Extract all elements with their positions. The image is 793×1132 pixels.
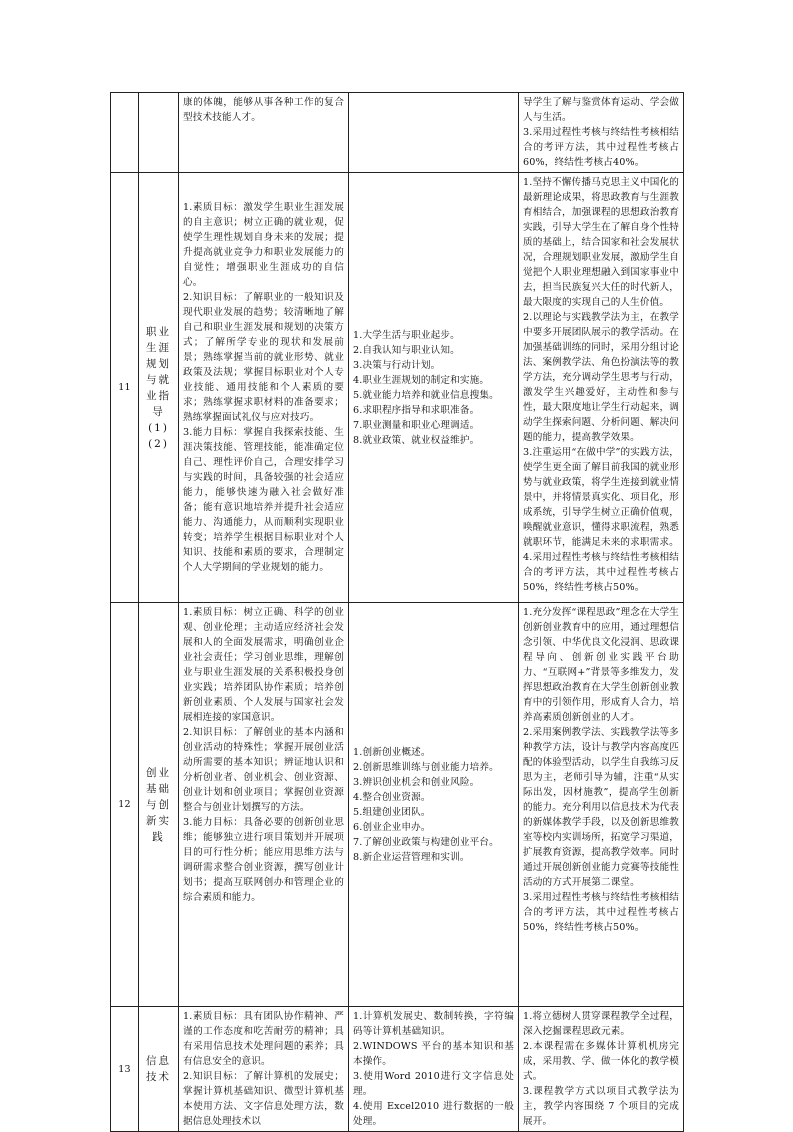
content-item: 2.WINDOWS 平台的基本知识和基本操作。 (353, 1041, 514, 1067)
row-number: 13 (111, 1007, 139, 1132)
table-row (111, 173, 684, 603)
requirement-item: 2.本课程需在多媒体计算机机房完成，采用教、学、做一体化的教学模式。 (523, 1041, 679, 1082)
content-item: 3.决策与行动计划。 (353, 359, 441, 371)
goal-item: 1.素质目标：具有团队协作精神、严谨的工作态度和吃苦耐劳的精神；具有采用信息技术处理问题的素养；具有信息安全的意识。 (183, 1011, 344, 1067)
content-item: 8.新企业运营管理和实训。 (353, 851, 470, 863)
content-item: 2.自我认知与职业认知。 (353, 344, 460, 356)
content-item: 7.职业测量和职业心理调适。 (353, 419, 480, 431)
row-number (111, 93, 139, 173)
requirement-item: 3.采用过程性考核与终结性考核相结合的考评方法，其中过程性考核占60%，终结性考核占40%。 (523, 127, 679, 168)
requirement-item: 3.课程教学方式以项目式教学法为主，教学内容围绕 7 个项目的完成展开。 (523, 1086, 679, 1127)
goal-item: 康的体魄，能够从事各种工作的复合型技术技能人才。 (183, 97, 344, 123)
content-item: 6.求职程序指导和求职准备。 (353, 404, 480, 416)
content-item: 3.使用Word 2010进行文字信息处理。 (353, 1071, 514, 1097)
content-item: 4.整合创业资源。 (353, 791, 431, 803)
course-name: 创业基础与创新实践 (139, 603, 179, 1007)
course-name (139, 93, 179, 173)
content-item: 6.创业企业申办。 (353, 821, 431, 833)
content-cell (349, 603, 519, 1007)
goal-item: 3.能力目标：掌握自我探索技能、生涯决策技能、管理技能，能准确定位自己、理性评价自己，合理安排学习与实践的时间，具备较强的社会适应能力，能够快速为融入社会做好准备；能有意识地培养并提升社会适应能力、沟通能力，从而顺利实现职业转变；培养学生根据目标职业对个人知识、技能和素质的要求，合理制定个人大学期间的学业规划的能力。 (183, 427, 344, 573)
requirement-item: 导学生了解与鉴赏体育运动、学会做人与生活。 (523, 97, 679, 123)
table-row (111, 603, 684, 1007)
content-item: 2.创新思维训练与创业能力培养。 (353, 761, 499, 773)
curriculum-table (110, 92, 684, 1132)
content-cell (349, 173, 519, 603)
content-item: 1.大学生活与职业起步。 (353, 329, 460, 341)
row-number: 12 (111, 603, 139, 1007)
requirement-item: 1.充分发挥“课程思政”理念在大学生创新创业教育中的应用，通过理想信念引领、中华优良文化浸润、思政课程导向、创新创业实践平台助力、“互联网+”背景等多维发力，发挥思想政治教育在大学生创新创业教育中的引领作用，形成育人合力，培养高素质创新创业的人才。 (523, 607, 679, 723)
requirement-item: 3.采用过程性考核与终结性考核相结合的考评方法，其中过程性考核占50%，终结性考核占50%。 (523, 892, 679, 933)
content-item: 5.组建创业团队。 (353, 806, 431, 818)
goal-item: 1.素质目标：树立正确、科学的创业观、创业伦理；主动适应经济社会发展和人的全面发展需求，明确创业企业社会责任；学习创业思维，理解创业与职业生涯发展的关系积极投身创业实践；培养团队协作素质；培养创新创业素质、个人发展与国家社会发展相连接的家国意识。 (183, 607, 344, 723)
requirement-item: 3.注重运用“在做中学”的实践方法，使学生更全面了解目前我国的就业形势与就业政策，将学生连接到就业情景中，并将情景真实化、项目化，形成系统，引导学生树立正确价值观，唤醒就业意识，懂得求职流程，熟悉就职环节，能满足未来的求职需求。 (523, 447, 679, 548)
goals-cell (179, 603, 349, 1007)
table-row (111, 1007, 684, 1132)
goal-item: 2.知识目标：了解计算机的发展史；掌握计算机基础知识、微型计算机基本使用方法、文字信息处理方法，数据信息处理技术以 (183, 1071, 344, 1127)
row-number: 11 (111, 173, 139, 603)
goals-cell (179, 173, 349, 603)
content-item: 7.了解创业政策与构建创业平台。 (353, 836, 499, 848)
requirement-item: 1.坚持不懈传播马克思主义中国化的最新理论成果，将思政教育与生涯教育相结合，加强课程的思想政治教育实践，引导大学生在了解自身个性特质的基础上，结合国家和社会发展状况，合理规划职业发展，激励学生自觉把个人职业理想融入到国家事业中去，担当民族复兴大任的时代新人，最大限度的实现自己的人生价值。 (523, 177, 679, 308)
goal-item: 2.知识目标：了解创业的基本内涵和创业活动的特殊性；掌握开展创业活动所需要的基本知识；辨证地认识和分析创业者、创业机会、创业资源、创业计划和创业项目；掌握创业资源整合与创业计划撰写的方法。 (183, 727, 344, 813)
content-item: 3.辨识创业机会和创业风险。 (353, 776, 480, 788)
content-cell (349, 93, 519, 173)
table-row (111, 93, 684, 173)
content-item: 1.创新创业概述。 (353, 746, 431, 758)
requirements-cell (519, 93, 684, 173)
content-item: 8.就业政策、就业权益维护。 (353, 434, 480, 446)
content-item: 4.职业生涯规划的制定和实施。 (353, 374, 490, 386)
content-item: 5.就业能力培养和就业信息搜集。 (353, 389, 499, 401)
requirement-item: 4.采用过程性考核与终结性考核相结合的考评方法，其中过程性考核占50%，终结性考核占50%。 (523, 552, 679, 593)
requirements-cell (519, 1007, 684, 1132)
course-name: 信息技术 (139, 1007, 179, 1132)
requirements-cell (519, 603, 684, 1007)
goal-item: 3.能力目标：具备必要的创新创业思维；能够独立进行项目策划并开展项目的可行性分析；能应用思维方法与调研需求整合创业资源，撰写创业计划书；提高互联网创办和管理企业的综合素质和能力。 (183, 817, 344, 903)
content-cell (349, 1007, 519, 1132)
goal-item: 1.素质目标：激发学生职业生涯发展的自主意识；树立正确的就业观，促使学生理性规划自身未来的发展；提升提高就业竞争力和职业发展能力的自觉性；增强职业生涯成功的自信心。 (183, 202, 344, 288)
requirement-item: 2.采用案例教学法、实践教学法等多种教学方法，设计与教学内容高度匹配的体验型活动，以学生自我练习反思为主，老师引导为辅，注重“从实际出发，因材施教”，提高学生创新的能力。充分利用以信息技术为代表的新媒体教学手段，以及创新思维教室等校内实训场所，拓宽学习渠道，扩展教育资源，提高教学效率。同时通过开展创新创业能力竞赛等技能性活动的方式开展第二课堂。 (523, 727, 679, 888)
content-item: 4.使用 Excel2010 进行数据的一般处理。 (353, 1101, 514, 1127)
content-item: 1.计算机发展史、数制转换，字符编码等计算机基础知识。 (353, 1011, 514, 1037)
goals-cell (179, 1007, 349, 1132)
requirements-cell (519, 173, 684, 603)
goal-item: 2.知识目标：了解职业的一般知识及现代职业发展的趋势；较清晰地了解自己和职业生涯发展和规划的决策方式；了解所学专业的现状和发展前景；熟练掌握当前的就业形势、就业政策及法规；掌握目标职业对个人专业技能、通用技能和个人素质的要求；熟练掌握求职材料的准备要求；熟练掌握面试礼仪与应对技巧。 (183, 292, 344, 423)
requirement-item: 2.以理论与实践教学法为主，在教学中要多开展团队展示的教学活动。在加强基础训练的同时，采用分组讨论法、案例教学法、角色扮演法等的教学方法，充分调动学生思考与行动，激发学生兴趣爱好，主动性和参与性，最大限度地让学生行动起来，调动学生探索问题、分析问题、解决问题的能力，提高教学效果。 (523, 312, 679, 443)
requirement-item: 1.将立德树人贯穿课程教学全过程，深入挖掘课程思政元素。 (523, 1011, 679, 1037)
course-name: 职业生涯规划与就业指导(1)(2) (139, 173, 179, 603)
goals-cell (179, 93, 349, 173)
